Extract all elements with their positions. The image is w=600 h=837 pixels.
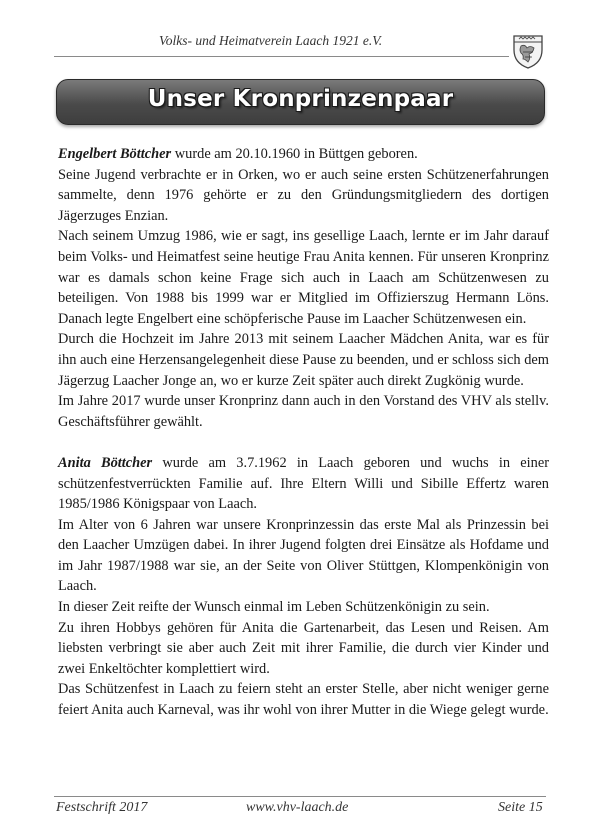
section-spacer xyxy=(58,432,549,453)
section2-paragraph: Das Schützenfest in Laach zu feiern steht an erster Stelle, aber nicht weniger gerne feiert Anita auch Karneval, was ihr wohl von ihrer Mutter in die Wiege gelegt wurde. xyxy=(58,681,549,719)
section1-intro-text: wurde am 20.10.1960 in Büttgen geboren. xyxy=(171,146,418,162)
section1-paragraph: Im Jahre 2017 wurde unser Kronprinz dann auch in den Vorstand des VHV als stellv. Geschäftsführer gewählt. xyxy=(58,393,549,430)
section1-name: Engelbert Böttcher xyxy=(58,146,172,162)
footer-publication: Festschrift 2017 xyxy=(56,800,148,815)
title-banner xyxy=(56,79,545,125)
section2-name: Anita Böttcher xyxy=(58,454,153,471)
footer-divider xyxy=(54,796,546,797)
section2-intro xyxy=(58,453,549,515)
page-title: Unser Kronprinzenpaar xyxy=(147,86,454,112)
section1-intro xyxy=(58,144,549,165)
section1-paragraph: Nach seinem Umzug 1986, wie er sagt, ins gesellige Laach, lernte er im Jahr darauf beim Volks- und Heimatfest seine heutige Frau Anita kennen. Für unseren Kronprinz war es damals schon keine Frage sich auch in Laach am Schützenwesen zu beteiligen. Von 1988 bis 1999 war er Mitglied im Offizierszug Hermann Löns. Danach legte Engelbert eine schöpferische Pause im Laacher Schützenwesen ein. xyxy=(58,228,549,327)
section1-paragraph: Seine Jugend verbrachte er in Orken, wo er auch seine ersten Schützenerfahrungen sammelte, denn 1976 gehörte er zu den Gründungsmitgliedern des dortigen Jägerzuges Enzian. xyxy=(58,166,549,224)
header-title: Volks- und Heimatverein Laach 1921 e.V. xyxy=(159,33,383,48)
section2-paragraph: Im Alter von 6 Jahren war unsere Kronprinzessin das erste Mal als Prinzessin bei den Laacher Umzügen dabei. In ihrer Jugend folgten drei Einsätze als Hofdame und im Jahr 1987/1988 war sie, an der Seite von Oliver Stüttgen, Klompenkönigin von Laach. xyxy=(58,516,549,595)
header-divider xyxy=(54,56,509,57)
section2-paragraph: In dieser Zeit reifte der Wunsch einmal im Leben Schützenkönigin zu sein. xyxy=(58,599,490,616)
section2-paragraph: Zu ihren Hobbys gehören für Anita die Gartenarbeit, das Lesen und Reisen. Am liebsten verbringt sie aber auch Zeit mit ihrer Familie, die durch vier Kinder und zwei Enkeltöchter komplettiert wird. xyxy=(58,619,549,677)
section2-intro-text: wurde am 3.7.1962 in Laach geboren und wuchs in einer schützenfestverrückten Familie auf. Ihre Eltern Willi und Sibille Effertz waren 1985/1986 Königspaar von Laach. xyxy=(58,454,549,513)
footer-website: www.vhv-laach.de xyxy=(246,800,349,815)
article-body xyxy=(58,144,549,721)
section1-paragraph: Durch die Hochzeit im Jahre 2013 mit seinem Laacher Mädchen Anita, war es für ihn auch eine Herzensangelegenheit diese Pause zu beenden, und er schloss sich dem Jägerzug Laacher Jonge an, wo er kurze Zeit später auch direkt Zugkönig wurde. xyxy=(58,331,549,389)
coat-of-arms-icon xyxy=(511,30,545,70)
footer-page-number: Seite 15 xyxy=(498,800,543,815)
